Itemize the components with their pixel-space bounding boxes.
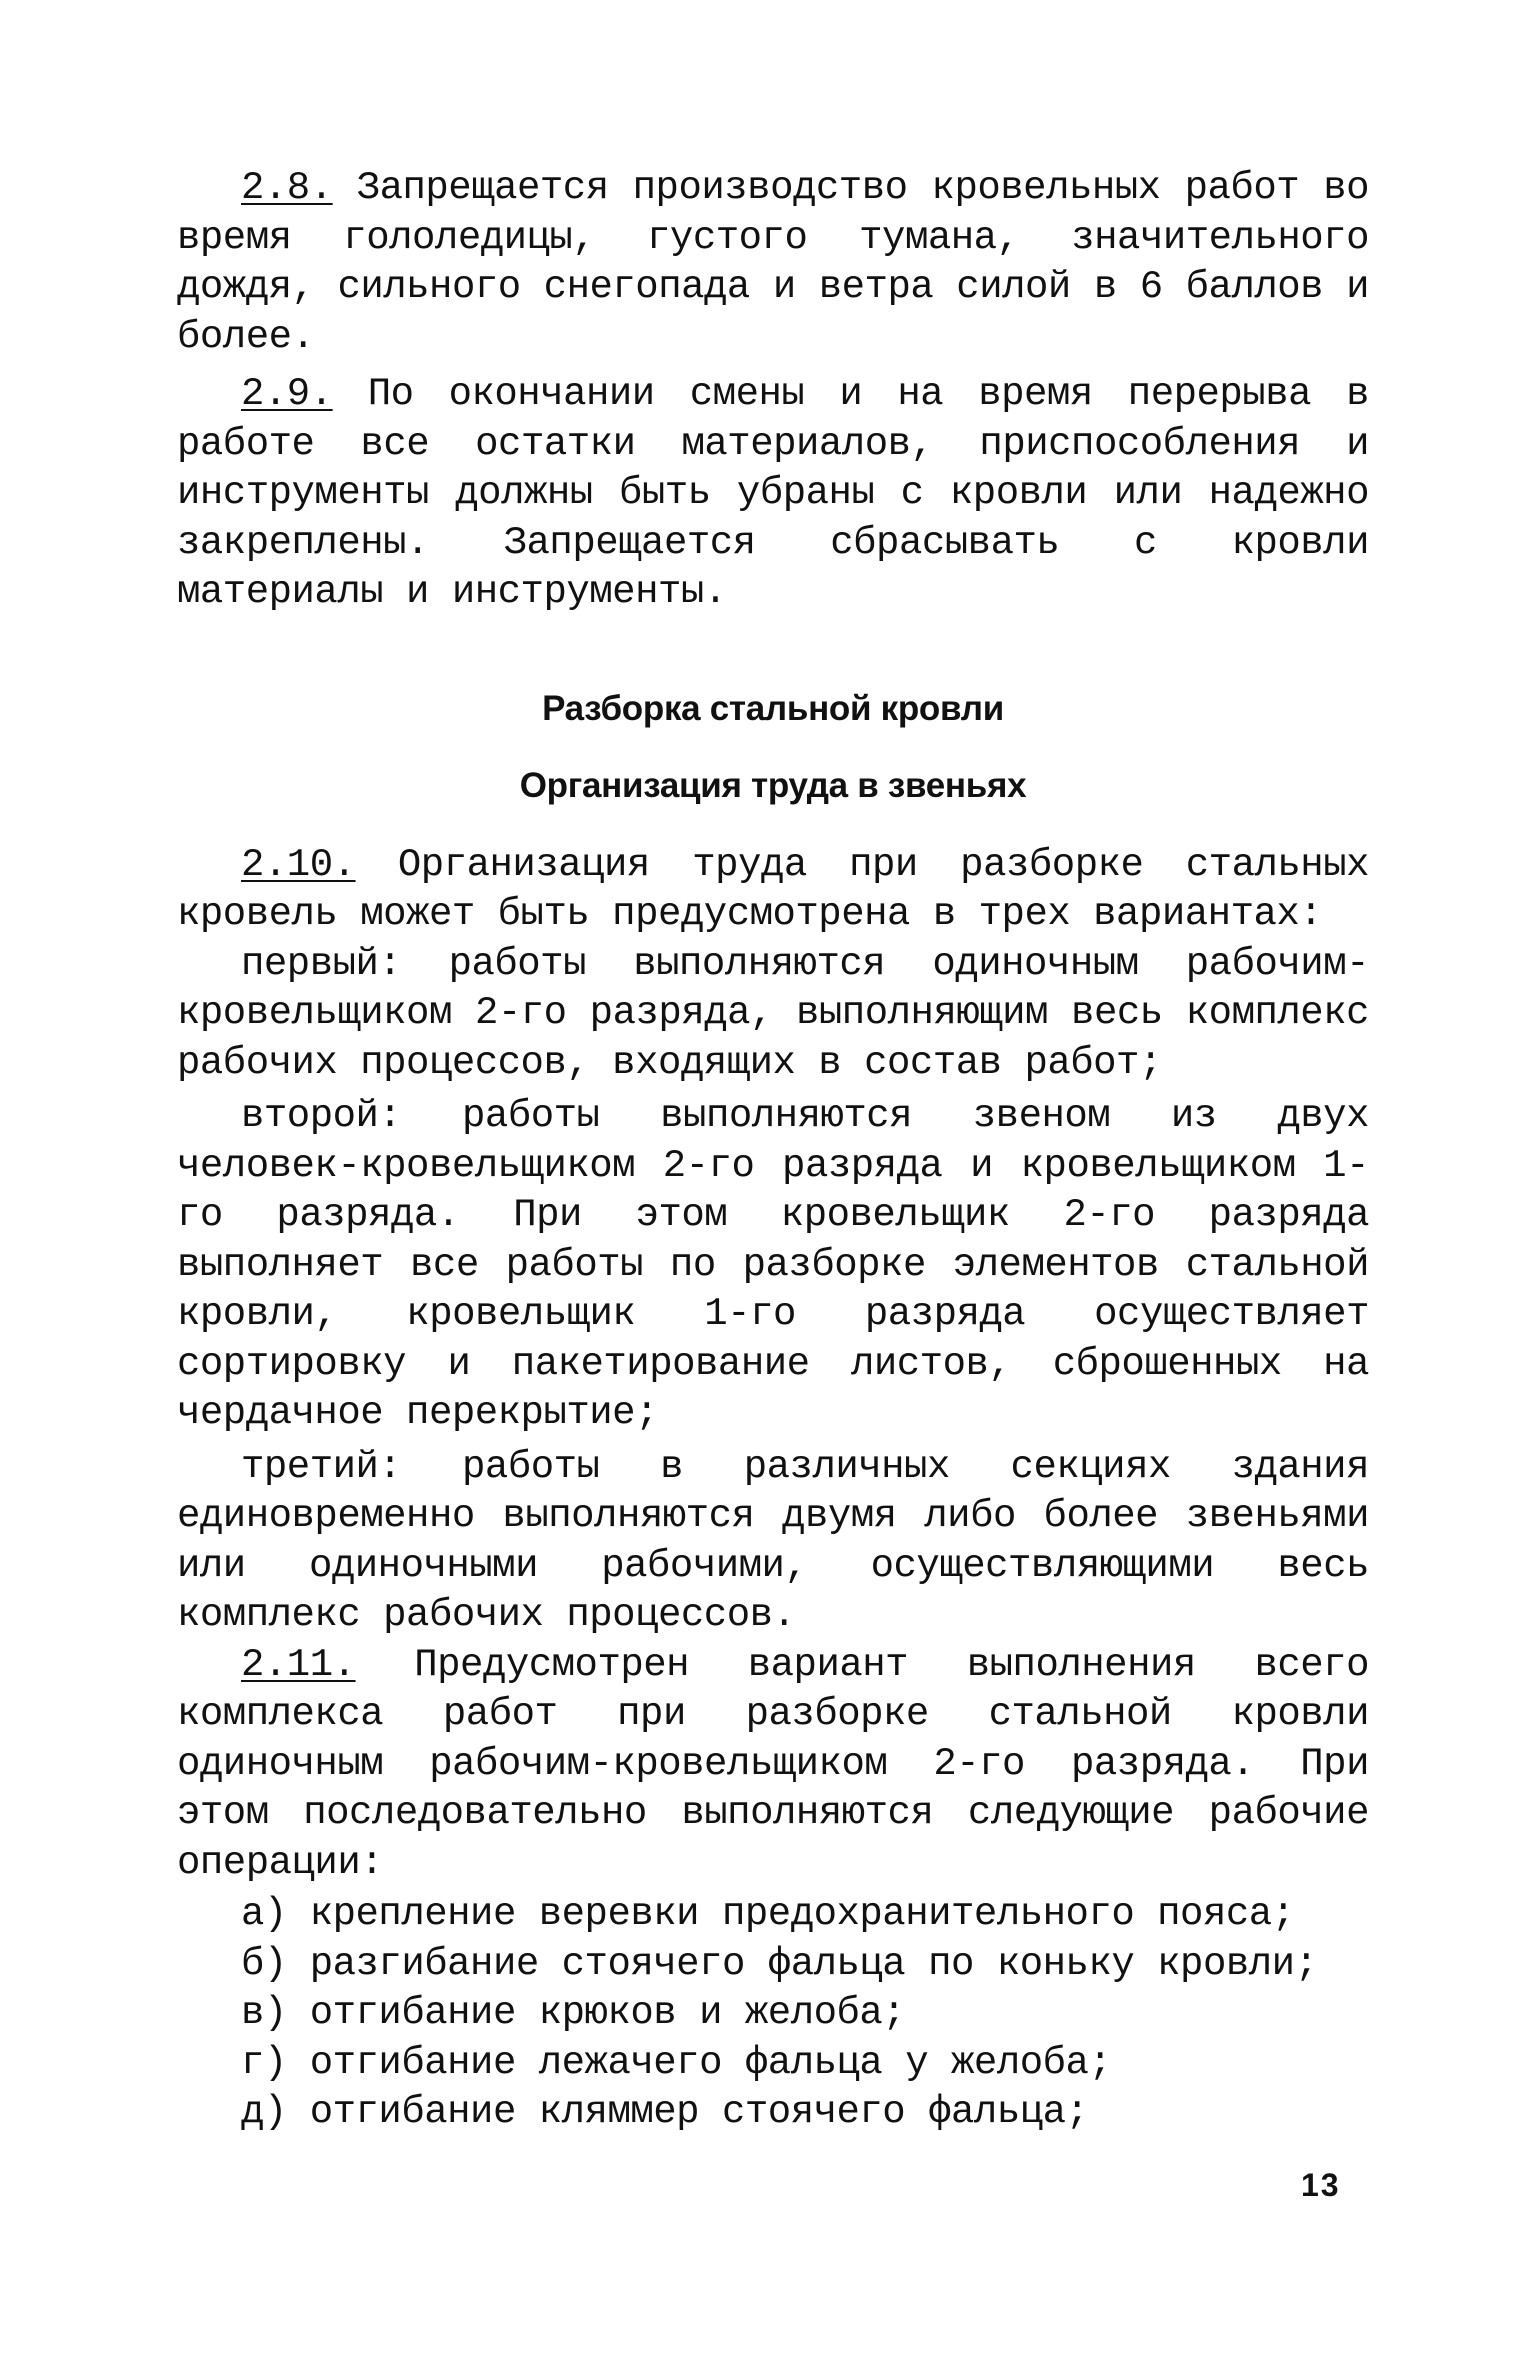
list-item: а) крепление веревки предохранительного пояса; (241, 1892, 1295, 1936)
clause-number: 2.9. (241, 372, 333, 416)
clause-number: 2.8. (241, 166, 333, 210)
list-item: в) отгибание крюков и желоба; (241, 1991, 906, 2035)
clause-number: 2.11. (241, 1642, 356, 1687)
operations-list (177, 1890, 1369, 2138)
page-content (177, 164, 1369, 2138)
paragraph-2-10 (177, 841, 1369, 940)
subsection-title: Организация труда в звеньях (519, 766, 1027, 805)
clause-text: По окончании смены и на время перерыва в работе все остатки материалов, приспособления и инструменты должны быть убраны с кровли или надежно закреплены. Запрещается сбрасывать с кровли материалы и инструменты. (177, 372, 1369, 614)
paragraph-2-8 (177, 164, 1369, 362)
variant-third: третий: работы в различных секциях здания единовременно выполняются двумя либо более звеньями или одиночными рабочими, осуществляющими весь комплекс рабочих процессов. (177, 1444, 1369, 1637)
section-title: Разборка стальной кровли (542, 688, 1004, 728)
clause-text: Запрещается производство кровельных работ во время гололедицы, густого тумана, значительного дождя, сильного снегопада и ветра силой в 6 баллов и более. (177, 166, 1369, 359)
clause-text: Организация труда при разборке стальных кровель может быть предусмотрена в трех вариантах: (177, 842, 1369, 936)
variant-first: первый: работы выполняются одиночным рабочим-кровельщиком 2-го разряда, выполняющим весь комплекс рабочих процессов, входящих в состав работ; (177, 941, 1369, 1085)
clause-text: Предусмотрен вариант выполнения всего комплекса работ при разборке стальной кровли одиночным рабочим-кровельщиком 2-го разряда. При этом последовательно выполняются следующие рабочие операции: (177, 1642, 1369, 1885)
list-item: б) разгибание стоячего фальца по коньку кровли; (241, 1941, 1318, 1986)
paragraph-2-11 (177, 1641, 1369, 1889)
variant-second: второй: работы выполняются звеном из двух человек-кровельщиком 2-го разряда и кровельщиком 1-го разряда. При этом кровельщик 2-го разряда выполняет все работы по разборке элементов стальной кровли, кровельщик 1-го разряда осуществляет сортировку и пакетирование листов, сброшенных на чердачное перекрытие; (177, 1094, 1369, 1435)
list-item: д) отгибание кляммер стоячего фальца; (241, 2090, 1089, 2134)
page-number: 13 (1301, 2167, 1341, 2203)
clause-number: 2.10. (241, 842, 356, 887)
paragraph-2-9 (177, 370, 1369, 618)
list-item: г) отгибание лежачего фальца у желоба; (241, 2040, 1112, 2085)
